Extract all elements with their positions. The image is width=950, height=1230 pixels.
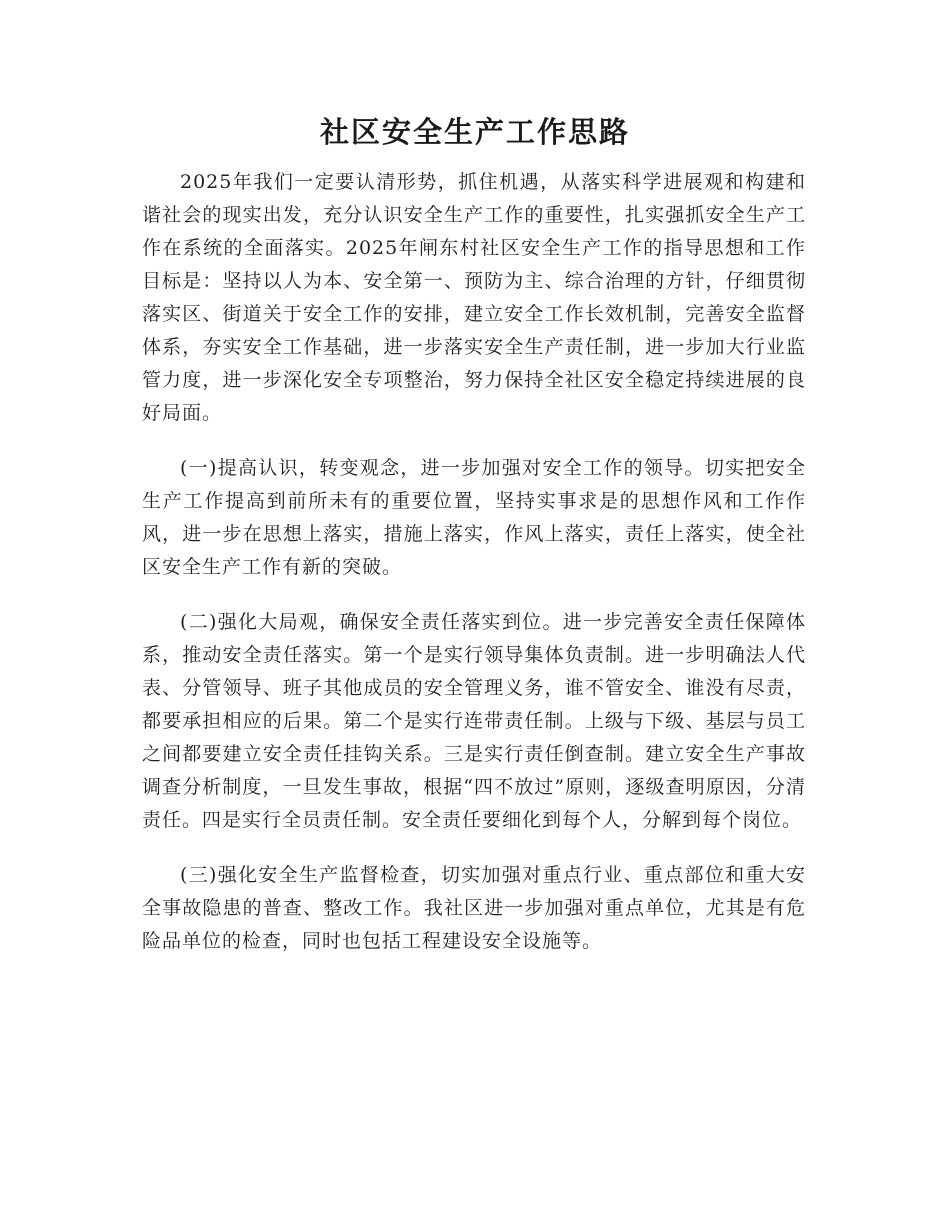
paragraph-section-3: (三)强化安全生产监督检查，切实加强对重点行业、重点部位和重大安全事故隐患的普查、整改工作。我社区进一步加强对重点单位，尤其是有危险品单位的检查，同时也包括工程建设安全设施等。 <box>142 864 806 952</box>
document-body <box>142 166 806 980</box>
paragraph-section-1: (一)提高认识，转变观念，进一步加强对安全工作的领导。切实把安全生产工作提高到前所未有的重要位置，坚持实事求是的思想作风和工作作风，进一步在思想上落实，措施上落实，作风上落实，责任上落实，使全社区安全生产工作有新的突破。 <box>142 457 806 578</box>
document-title: 社区安全生产工作思路 <box>319 115 630 149</box>
paragraph-section-2: (二)强化大局观，确保安全责任落实到位。进一步完善安全责任保障体系，推动安全责任落实。第一个是实行领导集体负责制。进一步明确法人代表、分管领导、班子其他成员的安全管理义务，谁不管安全、谁没有尽责，都要承担相应的后果。第二个是实行连带责任制。上级与下级、基层与员工之间都要建立安全责任挂钩关系。三是实行责任倒查制。建立安全生产事故调查分析制度，一旦发生事故，根据“四不放过”原则，逐级查明原因，分清责任。四是实行全员责任制。安全责任要细化到每个人，分解到每个岗位。 <box>142 611 806 831</box>
paragraph-intro: 2025年我们一定要认清形势，抓住机遇，从落实科学进展观和构建和谐社会的现实出发，充分认识安全生产工作的重要性，扎实强抓安全生产工作在系统的全面落实。2025年闸东村社区安全生产工作的指导思想和工作目标是：坚持以人为本、安全第一、预防为主、综合治理的方针，仔细贯彻落实区、街道关于安全工作的安排，建立安全工作长效机制，完善安全监督体系，夯实安全工作基础，进一步落实安全生产责任制，进一步加大行业监管力度，进一步深化安全专项整治，努力保持全社区安全稳定持续进展的良好局面。 <box>142 171 806 424</box>
